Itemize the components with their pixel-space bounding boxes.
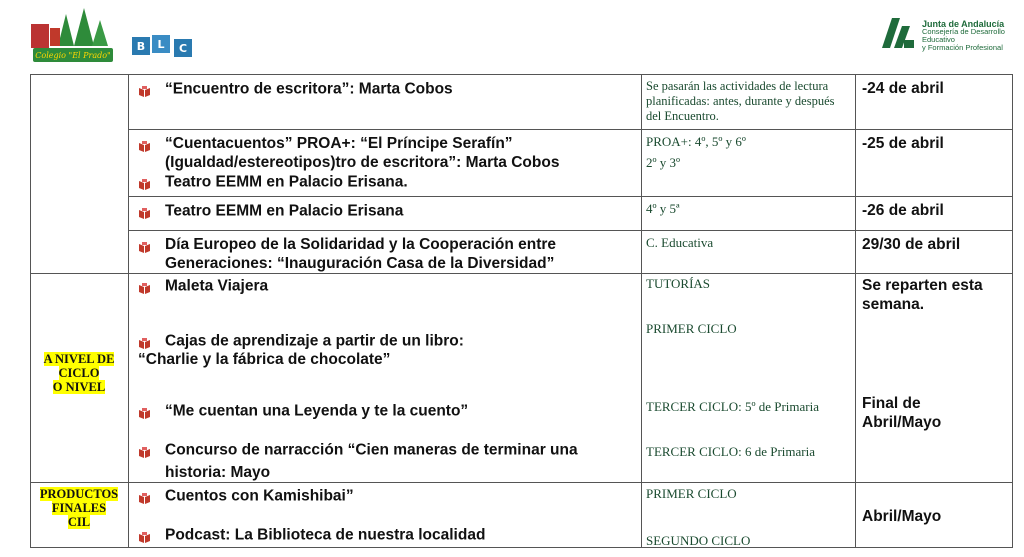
- svg-text:C: C: [178, 42, 188, 55]
- group-text: SEGUNDO CICLO: [646, 533, 751, 548]
- school-logo-text: Colegio "El Prado": [35, 51, 111, 60]
- junta-sub2: y Formación Profesional: [922, 43, 1003, 52]
- activity-row-3: [138, 201, 403, 220]
- date-text: 29/30 de abril: [862, 236, 961, 253]
- group-text: 4º y 5ª: [646, 201, 680, 216]
- book-bullet-icon: [138, 176, 151, 187]
- group-text: PRIMER CICLO: [646, 321, 737, 336]
- svg-text:B: B: [136, 40, 146, 53]
- svg-text:L: L: [157, 38, 165, 51]
- group-text: C. Educativa: [646, 235, 714, 250]
- activity-text: “Encuentro de escritora”: Marta Cobos: [165, 80, 453, 98]
- date-text: -24 de abril: [862, 80, 944, 97]
- activity-row-2: [138, 134, 638, 191]
- book-bullet-icon: [138, 280, 151, 291]
- productos-item: [138, 486, 354, 505]
- school-logo: [28, 6, 118, 66]
- productos-label: PRODUCTOS FINALES CIL: [39, 487, 119, 529]
- activity-text: Cuentos con Kamishibai”: [165, 487, 354, 505]
- activity-text: Teatro EEMM en Palacio Erisana: [165, 202, 404, 220]
- book-bullet-icon: [138, 83, 151, 94]
- productos-item: [138, 525, 485, 544]
- table-cell: [30, 74, 129, 274]
- ciclo-label: A NIVEL DE CICLO O NIVEL: [43, 352, 115, 394]
- book-bullet-icon: [138, 335, 151, 346]
- date-text: Abril/Mayo: [862, 508, 942, 525]
- ciclo-item: [138, 401, 468, 420]
- activity-row-4: [138, 235, 638, 272]
- junta-sub1: Consejería de Desarrollo Educativo: [922, 27, 1005, 44]
- group-text: TUTORÍAS: [646, 276, 711, 291]
- group-text: Se pasarán las actividades de lectura planificadas: antes, durante y después del Encuentro.: [646, 79, 835, 123]
- activity-text-cont: historia: Mayo: [165, 464, 271, 481]
- date-text: Se reparten esta semana.: [862, 277, 983, 313]
- ciclo-item: [138, 276, 268, 295]
- activity-text: Podcast: La Biblioteca de nuestra localidad: [165, 526, 486, 544]
- date-text: -25 de abril: [862, 135, 944, 152]
- activity-text: “Cuentacuentos” PROA+: “El Príncipe Serafín” (Igualdad/estereotipos)tro de escritora”: Marta Cobos: [165, 135, 560, 171]
- group-text: PRIMER CICLO: [646, 486, 737, 501]
- junta-logo: [880, 16, 1010, 52]
- ciclo-item: [138, 440, 578, 459]
- blc-logo: [130, 34, 196, 60]
- activity-text: Concurso de narracción “Cien maneras de terminar una: [165, 441, 578, 459]
- activity-row-1: [138, 79, 453, 98]
- group-text: TERCER CICLO: 6 de Primaria: [646, 444, 815, 459]
- activity-text: “Me cuentan una Leyenda y te la cuento”: [165, 402, 469, 420]
- activity-text: Día Europeo de la Solidaridad y la Cooperación entre Generaciones: “Inauguración Casa de la Diversidad”: [165, 236, 557, 272]
- group-text: TERCER CICLO: 5º de Primaria: [646, 399, 820, 414]
- date-text: Final de Abril/Mayo: [862, 395, 942, 431]
- book-bullet-icon: [138, 239, 151, 250]
- book-bullet-icon: [138, 529, 151, 540]
- activity-text: Teatro EEMM en Palacio Erisana.: [165, 173, 408, 191]
- group-text: PROA+: 4º, 5º y 6º: [646, 134, 746, 149]
- book-bullet-icon: [138, 444, 151, 455]
- activity-text: Maleta Viajera: [165, 277, 269, 295]
- book-bullet-icon: [138, 490, 151, 501]
- activity-text: Cajas de aprendizaje a partir de un libro:: [165, 332, 464, 350]
- group-text: 2º y 3º: [646, 155, 681, 170]
- book-bullet-icon: [138, 405, 151, 416]
- book-bullet-icon: [138, 205, 151, 216]
- book-bullet-icon: [138, 138, 151, 149]
- date-text: -26 de abril: [862, 202, 944, 219]
- ciclo-item: [138, 331, 464, 350]
- activity-text-cont: “Charlie y la fábrica de chocolate”: [138, 351, 391, 368]
- junta-name: Junta de Andalucía: [922, 19, 1005, 29]
